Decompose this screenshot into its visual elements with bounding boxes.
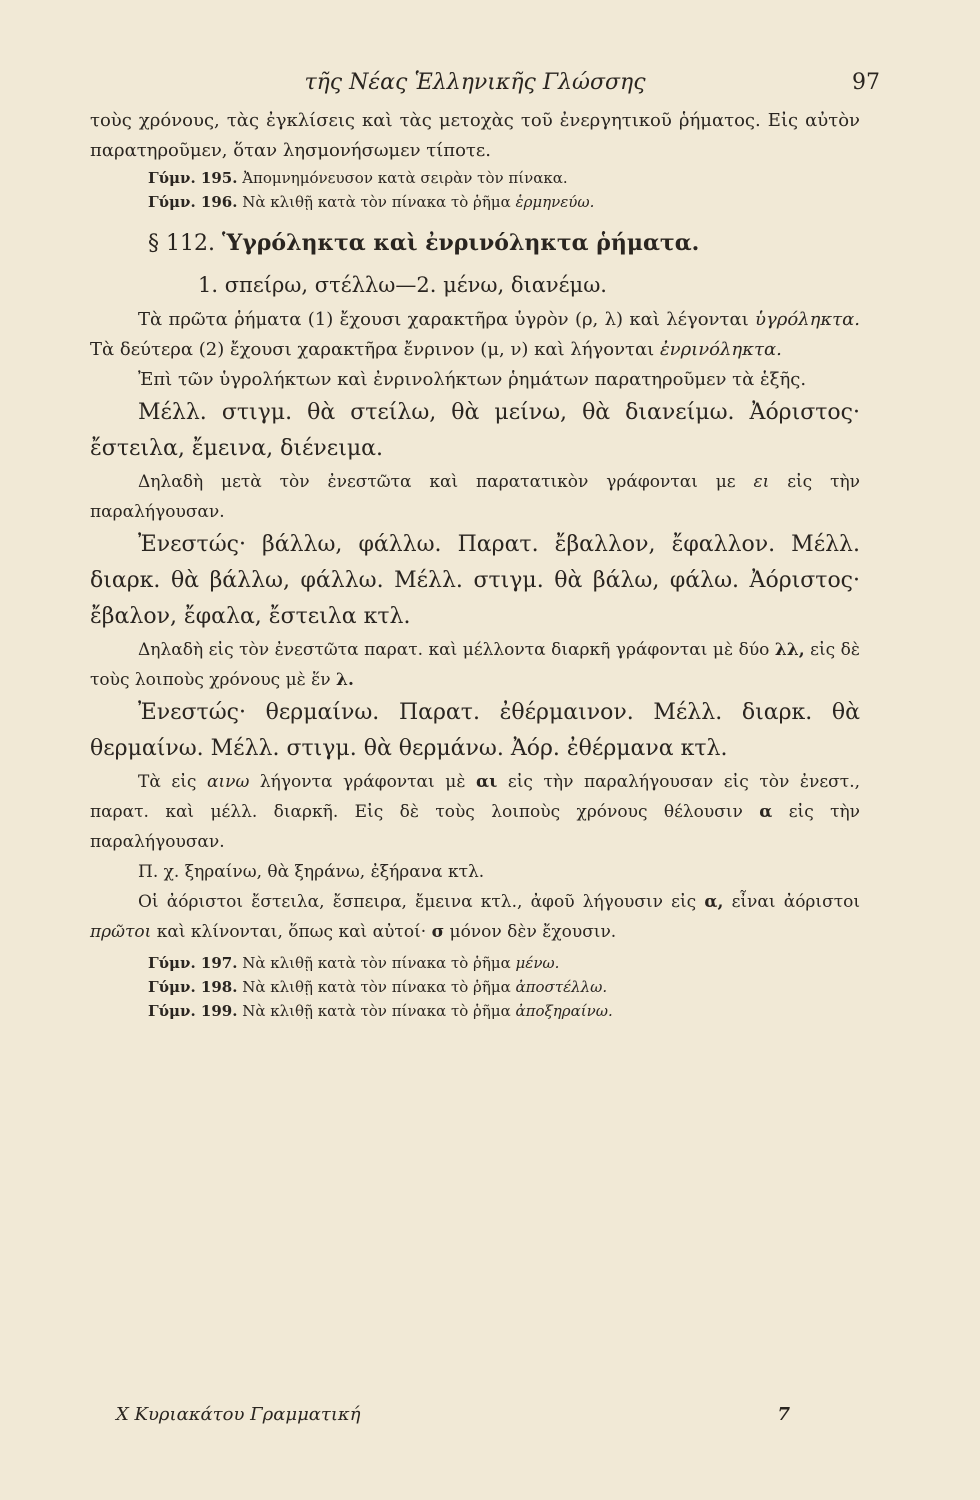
exercise-label: Γύμν. 197. <box>148 954 238 972</box>
paragraph-tenses: τοὺς χρόνους, τὰς ἐγκλίσεις καὶ τὰς μετοχὰς τοῦ ἐνεργητικοῦ ῥήματος. Εἰς αὐτὸν παρατηροῦμεν, ὅταν λησμονήσωμεν τίποτε. <box>90 110 860 161</box>
term-aino: αινω <box>206 772 250 792</box>
exercise-label: Γύμν. 199. <box>148 1002 238 1020</box>
text-run: εἰς τὴν παραλήγουσαν εἰς τὸν ἐνεστ., παρατ. καὶ μέλλ. διαρκῆ. Εἰς δὲ τοὺς λοιποὺς χρόνους θέλουσιν <box>90 772 860 822</box>
term-first: πρῶτοι <box>90 922 152 942</box>
term-a: α, <box>704 892 724 912</box>
term-liquid: ὑγρόληκτα. <box>755 309 860 330</box>
text-run: καὶ κλίνονται, ὅπως καὶ αὐτοί· <box>156 922 427 942</box>
book-page <box>90 62 880 1023</box>
paragraph-future-aorist: Μέλλ. στιγμ. θὰ στείλω, θὰ μείνω, θὰ διανείμω. Ἀόριστος· ἔστειλα, ἔμεινα, διένειμα. <box>90 400 860 461</box>
term-l: λ. <box>336 670 354 690</box>
paragraph-aorists <box>90 887 860 947</box>
exercise-text: Νὰ κλιθῇ κατὰ τὸν πίνακα τὸ ῥῆμα <box>242 978 511 996</box>
text-run: Τὰ δεύτερα (2) ἔχουσι χαρακτῆρα ἔνρινον (μ, ν) καὶ λήγονται <box>90 339 655 360</box>
exercise-verb: μένω. <box>515 954 560 972</box>
exercise-verb: ἑρμηνεύω. <box>515 193 595 211</box>
text-run: Τὰ εἰς <box>138 772 197 792</box>
paragraph-thermaino: Ἐνεστώς· θερμαίνω. Παρατ. ἐθέρμαινον. Μέλλ. διαρκ. θὰ θερμαίνω. Μέλλ. στιγμ. θὰ θερμάνω. Ἀόρ. ἐθέρμανα κτλ. <box>90 700 860 761</box>
page-footer <box>116 1404 790 1434</box>
paragraph-liquid-nasal <box>90 305 860 365</box>
exercise-label: Γύμν. 196. <box>148 193 238 211</box>
text-run: Δηλαδὴ εἰς τὸν ἐνεστῶτα παρατ. καὶ μέλλοντα διαρκῆ γράφονται μὲ δύο <box>138 640 770 660</box>
page-number: 97 <box>852 70 880 95</box>
exercise-text: Νὰ κλιθῇ κατὰ τὸν πίνακα τὸ ῥῆμα <box>242 193 511 211</box>
term-nasal: ἐνρινόληκτα. <box>659 339 782 360</box>
text-run: εἰς τὴν παραλήγουσαν. <box>90 802 861 852</box>
exercise-verb: ἀποστέλλω. <box>515 978 608 996</box>
exercise-text: Νὰ κλιθῇ κατὰ τὸν πίνακα τὸ ῥῆμα <box>242 1002 511 1020</box>
sheet-number: 7 <box>777 1404 790 1425</box>
exercise-197 <box>148 951 860 975</box>
exercise-198 <box>148 975 860 999</box>
term-ai: αι <box>476 772 498 792</box>
paragraph-rule-ll <box>90 635 860 695</box>
exercise-text: Ἀπομνημόνευσον κατὰ σειρὰν τὸν πίνακα. <box>242 169 568 187</box>
paragraph-observe: Ἐπὶ τῶν ὑγρολήκτων καὶ ἐνρινολήκτων ῥημάτων παρατηροῦμεν τὰ ἑξῆς. <box>138 369 807 390</box>
exercise-199 <box>148 999 860 1023</box>
verb-examples: 1. σπείρω, στέλλω—2. μένω, διανέμω. <box>198 273 607 297</box>
text-run: Τὰ πρῶτα ῥήματα (1) ἔχουσι χαρακτῆρα ὑγρὸν (ρ, λ) καὶ λέγονται <box>138 309 749 330</box>
text-run: Οἱ ἀόριστοι ἔστειλα, ἔσπειρα, ἔμεινα κτλ., ἀφοῦ λήγουσιν εἰς <box>138 892 697 912</box>
exercise-verb: ἀποξηραίνω. <box>515 1002 613 1020</box>
section-number: § 112. <box>148 231 215 256</box>
paragraph-rule-aino <box>90 767 860 857</box>
section-heading <box>148 222 860 265</box>
term-a: α <box>759 802 773 822</box>
section-title: Ὑγρόληκτα καὶ ἐνρινόληκτα ῥήματα. <box>221 230 700 256</box>
page-header <box>90 62 880 106</box>
paragraph-ballo: Ἐνεστώς· βάλλω, φάλλω. Παρατ. ἔβαλλον, ἔφαλλον. Μέλλ. διαρκ. θὰ βάλλω, φάλλω. Μέλλ. στιγμ. θὰ βάλω, φάλω. Ἀόριστος· ἔβαλον, ἔφαλα, ἔστειλα κτλ. <box>90 532 860 629</box>
text-run: εἰς τὴν παραλήγουσαν. <box>90 472 861 522</box>
exercise-196 <box>148 190 860 214</box>
exercise-text: Νὰ κλιθῇ κατὰ τὸν πίνακα τὸ ῥῆμα <box>242 954 511 972</box>
exercise-label: Γύμν. 195. <box>148 169 238 187</box>
text-run: Δηλαδὴ μετὰ τὸν ἐνεστῶτα καὶ παρατατικὸν γράφονται με <box>138 472 736 492</box>
exercise-label: Γύμν. 198. <box>148 978 238 996</box>
text-run: λήγοντα γράφονται μὲ <box>259 772 466 792</box>
text-run: εἶναι ἀόριστοι <box>731 892 860 912</box>
term-s: σ <box>431 922 445 942</box>
text-run: εἰς δὲ τοὺς λοιποὺς χρόνους μὲ ἕν <box>90 640 861 690</box>
paragraph-example-xiraino: Π. χ. ξηραίνω, θὰ ξηράνω, ἐξήρανα κτλ. <box>138 862 485 882</box>
paragraph-rule-ei <box>90 467 860 527</box>
exercise-195 <box>148 166 860 190</box>
term-ei: ει <box>753 472 770 492</box>
text-run: μόνον δὲν ἔχουσιν. <box>449 922 617 942</box>
running-title: τῆς Νέας Ἑλληνικῆς Γλώσσης <box>304 70 646 95</box>
printer-signature: Χ Κυριακάτου Γραμματική <box>116 1404 361 1425</box>
term-ll: λλ, <box>774 640 805 660</box>
